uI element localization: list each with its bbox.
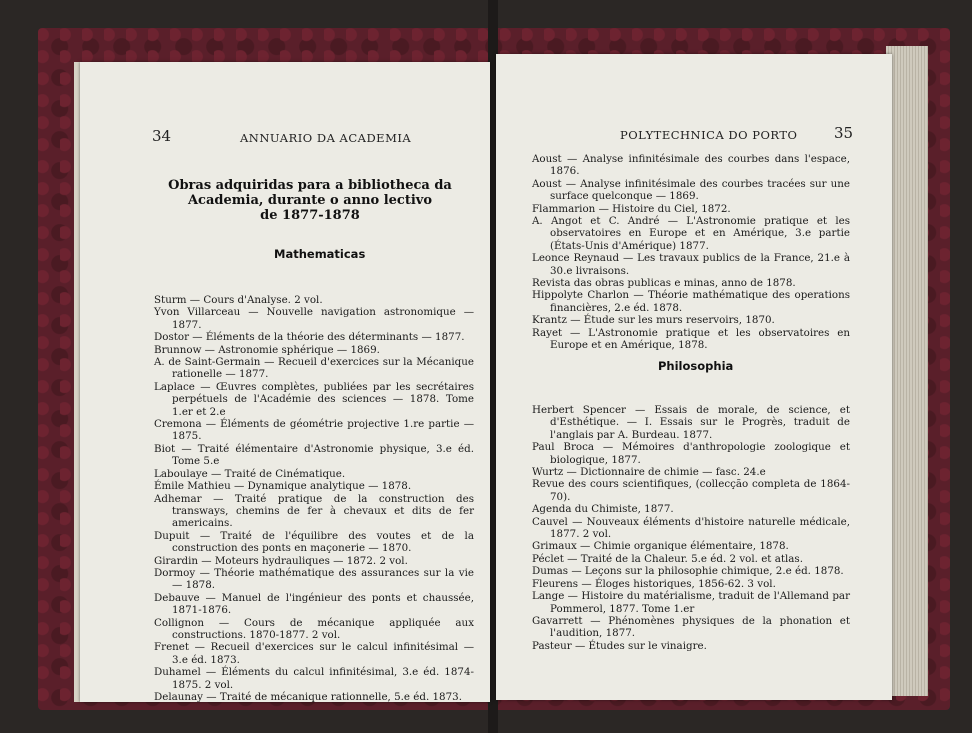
mathematicas-list [154, 294, 474, 703]
acquisitions-title [140, 178, 480, 223]
list-item: Pasteur — Études sur le vinaigre. [532, 639, 707, 652]
list-item: Laboulaye — Traité de Cinématique. [154, 467, 346, 480]
section-heading-mathematicas: Mathematicas [274, 247, 366, 261]
list-item: Leonce Reynaud — Les travaux publics de la France, 21.e à 30.e livraisons. [532, 252, 850, 277]
list-item: Sturm — Cours d'Analyse. 2 vol. [154, 294, 323, 306]
list-item: Adhemar — Traité pratique de la construction des transways, chemins de fer à chevaux et dits de fer americains. [154, 492, 474, 530]
left-running-head: ANNUARIO DA ACADEMIA [240, 131, 412, 145]
list-item: Yvon Villarceau — Nouvelle navigation astronomique — 1877. [154, 306, 474, 331]
right-running-head: POLYTECHNICA DO PORTO [620, 128, 798, 142]
philosophia-list [532, 404, 850, 652]
list-item: Cauvel — Nouveaux éléments d'histoire naturelle médicale, 1877. 2 vol. [532, 515, 850, 541]
list-item: Dupuit — Traité de l'équilibre des voutes et de la construction des ponts en maçonerie — 1870. [154, 529, 474, 555]
list-item: Gavarrett — Phénomènes physiques de la phonation et l'audition, 1877. [532, 614, 850, 640]
list-item: Revista das obras publicas e minas, anno de 1878. [532, 277, 796, 290]
list-item: Krantz — Étude sur les murs reservoirs, 1870. [532, 314, 775, 327]
right-page-stack [886, 46, 928, 696]
title-line: Obras adquiridas para a bibliotheca da [168, 178, 452, 193]
list-item: Émile Mathieu — Dynamique analytique — 1878. [154, 480, 412, 493]
list-item: Dumas — Leçons sur la philosophie chimique, 2.e éd. 1878. [532, 565, 844, 578]
list-item: Dormoy — Théorie mathématique des assurances sur la vie — 1878. [154, 566, 474, 592]
list-item: Rayet — L'Astronomie pratique et les observatoires en Europe et en Amérique, 1878. [532, 326, 850, 352]
left-page-number: 34 [152, 127, 172, 145]
list-item: Biot — Traité élémentaire d'Astronomie physique, 3.e éd. Tome 5.e [154, 442, 474, 468]
list-item: Delaunay — Traité de mécanique rationnelle, 5.e éd. 1873. [154, 691, 462, 703]
right-page-number: 35 [834, 124, 854, 142]
list-item: Paul Broca — Mémoires d'anthropologie zoologique et biologique, 1877. [532, 441, 850, 466]
list-item: Herbert Spencer — Essais de morale, de science, et d'Esthétique. — I. Essais sur le Progrès, traduit de l'anglais par A. Burdeau. 1877. [532, 404, 850, 441]
list-item: Aoust — Analyse infinitésimale des courbes tracées sur une surface quelconque — 1869. [532, 177, 850, 203]
section-heading-philosophia: Philosophia [658, 359, 734, 373]
title-line: de 1877-1878 [260, 208, 360, 223]
list-item: Dostor — Éléments de la théorie des déterminants — 1877. [154, 331, 465, 344]
list-item: Laplace — Œuvres complètes, publiées par les secrétaires perpétuels de l'Académie des sciences — 1878. Tome 1.er et 2.e [154, 380, 474, 418]
list-item: Cremona — Éléments de géométrie projective 1.re partie — 1875. [154, 418, 474, 443]
list-item: Agenda du Chimiste, 1877. [532, 503, 674, 516]
list-item: Duhamel — Éléments du calcul infinitésimal, 3.e éd. 1874-1875. 2 vol. [154, 666, 474, 691]
title-line: Academia, durante o anno lectivo [187, 193, 433, 208]
list-item: Lange — Histoire du matérialisme, traduit de l'Allemand par Pommerol, 1877. Tome 1.er [532, 590, 850, 615]
list-item: Hippolyte Charlon — Théorie mathématique des operations financières, 2.e éd. 1878. [532, 289, 850, 314]
list-item: Frenet — Recueil d'exercices sur le calcul infinitésimal — 3.e éd. 1873. [154, 641, 474, 666]
list-item: Péclet — Traité de la Chaleur. 5.e éd. 2 vol. et atlas. [532, 552, 803, 565]
list-item: Wurtz — Dictionnaire de chimie — fasc. 24.e [532, 466, 766, 479]
list-item: Debauve — Manuel de l'ingénieur des ponts et chaussée, 1871-1876. [154, 591, 474, 617]
list-item: Revue des cours scientifiques, (collecção completa de 1864-70). [532, 478, 850, 503]
list-item: Brunnow — Astronomie sphérique — 1869. [154, 343, 380, 356]
list-item: Girardin — Moteurs hydrauliques — 1872. 2 vol. [154, 554, 408, 567]
list-item: Aoust — Analyse infinitésimale des courbes dans l'espace, 1876. [532, 153, 850, 178]
list-item: A. Angot et C. André — L'Astronomie pratique et les observatoires en Europe et en Amérique, 3.e partie (États-Unis d'Amérique) 1877. [532, 215, 850, 252]
list-item: Collignon — Cours de mécanique appliquée aux constructions. 1870-1877. 2 vol. [154, 616, 474, 641]
list-item: A. de Saint-Germain — Recueil d'exercices sur la Mécanique rationelle — 1877. [154, 356, 474, 381]
list-item: Grimaux — Chimie organique élémentaire, 1878. [532, 540, 789, 553]
list-item: Flammarion — Histoire du Ciel, 1872. [532, 202, 731, 215]
list-item: Fleurens — Éloges historiques, 1856-62. 3 vol. [532, 577, 776, 590]
mathematicas-list-continued [532, 153, 850, 352]
